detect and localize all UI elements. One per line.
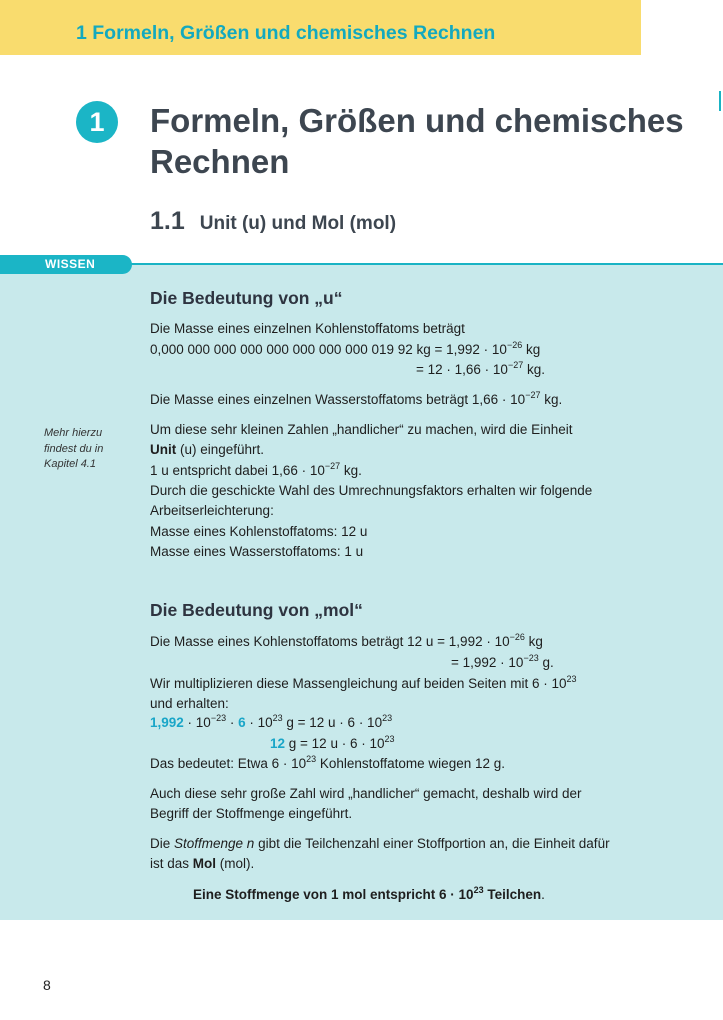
section-number: 1.1 [150, 207, 185, 235]
text-line: Masse eines Wasserstoffatoms: 1 u [150, 544, 364, 559]
text-line: Die Masse eines einzelnen Kohlenstoffatoms beträgt [150, 321, 465, 336]
wissen-box [0, 263, 723, 920]
text-line: Die Masse eines einzelnen Wasserstoffatoms beträgt $1,66 \cdot 10^{-27}$ kg. [150, 390, 563, 407]
chapter-number-badge: 1 [76, 101, 118, 143]
text-line: Die Stoffmenge n gibt die Teilchenzahl einer Stoffportion an, die Einheit dafür [150, 836, 610, 851]
text-line: ist das Mol (mol). [150, 856, 255, 871]
running-header-title: 1 Formeln, Größen und chemisches Rechnen [76, 22, 496, 44]
text-line: 1 u entspricht dabei $1,66 \cdot 10^{-27}$ kg. [150, 461, 362, 478]
wissen-label-tab [0, 255, 132, 274]
text-line: Auch diese sehr große Zahl wird „handlicher“ gemacht, deshalb wird der [150, 786, 582, 801]
equation-line: Die Masse eines Kohlenstoffatoms beträgt 12 $u = 1,992 \cdot 10^{-26}$ kg [150, 632, 543, 649]
equation-line: 0,000 000 000 000 000 000 000 000 019 92 kg = $1,992 \cdot 10^{-26}$ kg [150, 340, 541, 357]
text-line: Begriff der Stoffmenge eingeführt. [150, 806, 353, 821]
equation-line: $1,992 \cdot 10^{-23} \cdot 6 \cdot 10^{23}$ g = 12 $u \cdot 6 \cdot 10^{23}$ [150, 713, 393, 730]
text-line: Um diese sehr kleinen Zahlen „handlicher“ zu machen, wird die Einheit [150, 422, 573, 437]
section-heading [150, 207, 396, 236]
section-title: Unit (u) und Mol (mol) [199, 213, 397, 234]
heading-meaning-of-mol: Die Bedeutung von „mol“ [150, 600, 363, 620]
chapter-title: Formeln, Größen und chemisches Rechnen [150, 102, 684, 180]
page-number: 8 [43, 977, 51, 993]
text-line: Durch die geschickte Wahl des Umrechnungsfaktors erhalten wir folgende [150, 483, 593, 498]
text-line: Arbeitserleichterung: [150, 503, 274, 518]
heading-meaning-of-u: Die Bedeutung von „u“ [150, 288, 343, 308]
summary-statement: Eine Stoffmenge von 1 mol entspricht $6 \cdot 10^{23}$ Teilchen. [193, 885, 545, 902]
margin-note: Mehr hierzu findest du in Kapitel 4.1 [44, 427, 104, 470]
equation-line: = $12 \cdot 1,66 \cdot 10^{-27}$ kg. [416, 360, 545, 377]
text-line: Wir multiplizieren diese Massengleichung auf beiden Seiten mit $6 \cdot 10^{23}$ [150, 674, 577, 691]
equation-line: 12 g = 12 $u \cdot 6 \cdot 10^{23}$ [270, 734, 395, 751]
wissen-label: WISSEN [45, 257, 96, 271]
text-line: Das bedeutet: Etwa $6 \cdot 10^{23}$ Kohlenstoffatome wiegen 12 g. [150, 754, 505, 771]
text-line: Unit (u) eingeführt. [150, 442, 265, 457]
equation-line: = $1,992 \cdot 10^{-23}$ g. [451, 653, 554, 670]
text-line: und erhalten: [150, 696, 229, 711]
side-rule [719, 91, 721, 111]
text-line: Masse eines Kohlenstoffatoms: 12 u [150, 524, 368, 539]
